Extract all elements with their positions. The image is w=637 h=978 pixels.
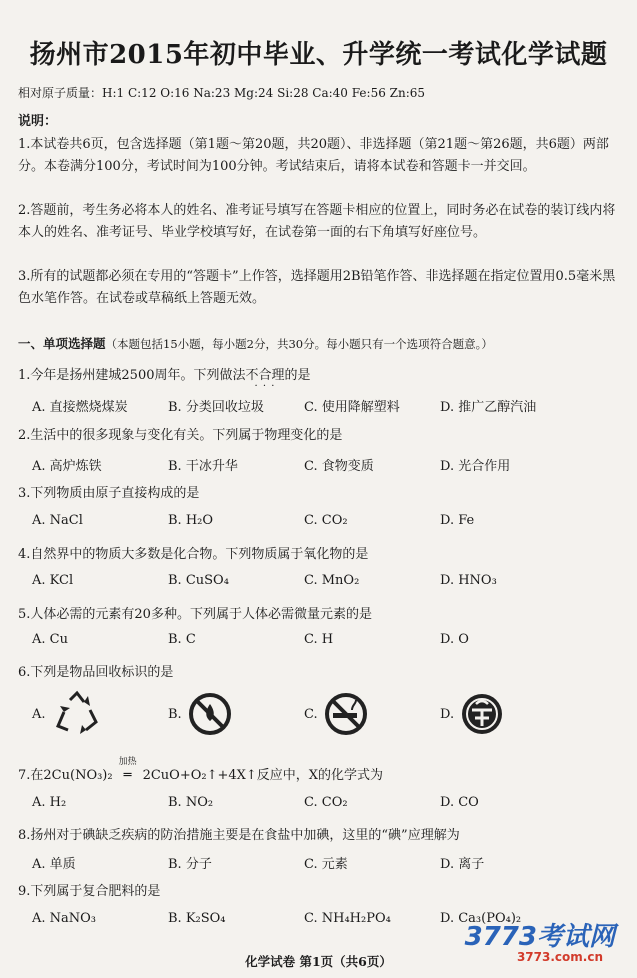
q1-stem-post: 的是	[284, 368, 311, 383]
question-1-stem	[18, 364, 311, 383]
section-note: （本题包括15小题，每小题2分，共30分。每小题只有一个选项符合题意。）	[105, 337, 493, 351]
q1-option-d[interactable]: D. 推广乙醇汽油	[440, 400, 537, 415]
q6-option-d-label: D.	[440, 706, 455, 722]
q1-option-b[interactable]: B. 分类回收垃圾	[168, 400, 264, 415]
q2-option-c[interactable]: C. 食物变质	[304, 459, 374, 474]
q2-option-a[interactable]: A. 高炉炼铁	[32, 459, 102, 474]
q7-reaction-arrow: 加热 ═	[113, 768, 143, 783]
question-6-stem: 6.下列是物品回收标识的是	[18, 665, 174, 680]
question-1-options	[32, 396, 622, 416]
question-5-options	[32, 632, 622, 652]
q3-option-d[interactable]: D. Fe	[440, 513, 475, 528]
q7-option-b[interactable]: B. NO₂	[168, 795, 214, 810]
q3-option-c[interactable]: C. CO₂	[304, 513, 348, 528]
question-4-options	[32, 573, 622, 593]
question-6-options	[32, 690, 622, 740]
q4-option-a[interactable]: A. KCl	[32, 573, 74, 588]
page-footer: 化学试卷 第1页（共6页）	[245, 954, 392, 969]
q9-option-c[interactable]: C. NH₄H₂PO₄	[304, 911, 391, 926]
q8-option-a[interactable]: A. 单质	[32, 857, 76, 872]
q5-option-b[interactable]: B. C	[168, 632, 196, 647]
question-7-options	[32, 795, 622, 815]
question-9-stem: 9.下列属于复合肥料的是	[18, 884, 161, 899]
q5-option-c[interactable]: C. H	[304, 632, 334, 647]
q6-option-b[interactable]	[168, 690, 234, 738]
q7-option-a[interactable]: A. H₂	[32, 795, 67, 810]
q7-option-c[interactable]: C. CO₂	[304, 795, 348, 810]
q9-option-b[interactable]: B. K₂SO₄	[168, 911, 226, 926]
q1-stem-pre: 1.今年是扬州建城2500周年。下列做法	[18, 368, 246, 383]
question-3-stem: 3.下列物质由原子直接构成的是	[18, 486, 200, 501]
q2-option-b[interactable]: B. 干冰升华	[168, 459, 238, 474]
instructions-heading: 说明：	[18, 114, 58, 129]
q8-option-b[interactable]: B. 分子	[168, 857, 212, 872]
question-8-stem: 8.扬州对于碘缺乏疾病的防治措施主要是在食盐中加碘，这里的“碘”应理解为	[18, 828, 460, 843]
q4-option-c[interactable]: C. MnO₂	[304, 573, 360, 588]
question-2-options	[32, 455, 622, 475]
q6-option-d[interactable]	[440, 690, 506, 738]
q7-option-d[interactable]: D. CO	[440, 795, 479, 810]
question-8-options	[32, 853, 622, 873]
instruction-2: 2.答题前，考生务必将本人的姓名、准考证号填写在答题卡相应的位置上，同时务必在试卷的装订线内将本人的姓名、准考证号、毕业学校填写好，在试卷第一面的右下角填写好座位号。	[18, 203, 616, 240]
section-title: 一、单项选择题	[18, 336, 106, 351]
question-4-stem: 4.自然界中的物质大多数是化合物。下列物质属于氧化物的是	[18, 547, 369, 562]
q6-option-a-label: A.	[32, 706, 46, 722]
q2-option-d[interactable]: D. 光合作用	[440, 459, 511, 474]
no-fire-icon	[186, 690, 234, 738]
watermark-logo: 3773考试网	[464, 922, 615, 952]
atomic-masses: 相对原子质量：H:1 C:12 O:16 Na:23 Mg:24 Si:28 Ca:40 Fe:56 Zn:65	[18, 86, 426, 100]
q5-option-a[interactable]: A. Cu	[32, 632, 68, 647]
q7-condition: 加热	[118, 757, 137, 767]
q1-stem-emphasis: 不合理 · · ·	[246, 368, 285, 383]
instruction-3: 3.所有的试题都必须在专用的“答题卡”上作答，选择题用2B铅笔作答、非选择题在指定位置用0.5毫米黑色水笔作答。在试卷或草稿纸上答题无效。	[18, 269, 616, 306]
q7-stem-post: 2CuO+O₂↑+4X↑反应中，X的化学式为	[142, 768, 384, 783]
q6-option-c[interactable]	[304, 690, 370, 738]
question-2-stem: 2.生活中的很多现象与变化有关。下列属于物理变化的是	[18, 428, 343, 443]
q6-option-b-label: B.	[168, 706, 182, 722]
q7-stem-pre: 7.在2Cu(NO₃)₂	[18, 768, 113, 783]
water-saving-icon	[458, 690, 506, 738]
q6-option-a[interactable]	[32, 690, 104, 738]
q4-option-d[interactable]: D. HNO₃	[440, 573, 497, 588]
no-smoking-icon	[322, 690, 370, 738]
q9-option-a[interactable]: A. NaNO₃	[32, 911, 97, 926]
q8-option-d[interactable]: D. 离子	[440, 857, 485, 872]
question-7-stem	[18, 757, 384, 783]
section-heading	[18, 334, 493, 352]
q9-option-d[interactable]: D. Ca₃(PO₄)₂	[440, 911, 522, 926]
q4-option-b[interactable]: B. CuSO₄	[168, 573, 229, 588]
instruction-1: 1.本试卷共6页，包含选择题（第1题～第20题，共20题）、非选择题（第21题～第26题，共6题）两部分。本卷满分100分，考试时间为100分钟。考试结束后，请将本试卷和答题卡一并交回。	[18, 137, 609, 174]
watermark-url: 3773.com.cn	[516, 950, 603, 964]
recycle-icon	[50, 690, 104, 738]
q8-option-c[interactable]: C. 元素	[304, 857, 348, 872]
question-3-options	[32, 513, 622, 533]
q5-option-d[interactable]: D. O	[440, 632, 469, 647]
question-5-stem: 5.人体必需的元素有20多种。下列属于人体必需微量元素的是	[18, 607, 372, 622]
q6-option-c-label: C.	[304, 706, 318, 722]
q3-option-a[interactable]: A. NaCl	[32, 513, 83, 528]
exam-title: 扬州市2015年初中毕业、升学统一考试化学试题	[29, 40, 608, 70]
q1-option-c[interactable]: C. 使用降解塑料	[304, 400, 400, 415]
q1-option-a[interactable]: A. 直接燃烧煤炭	[32, 400, 128, 415]
q3-option-b[interactable]: B. H₂O	[168, 513, 214, 528]
